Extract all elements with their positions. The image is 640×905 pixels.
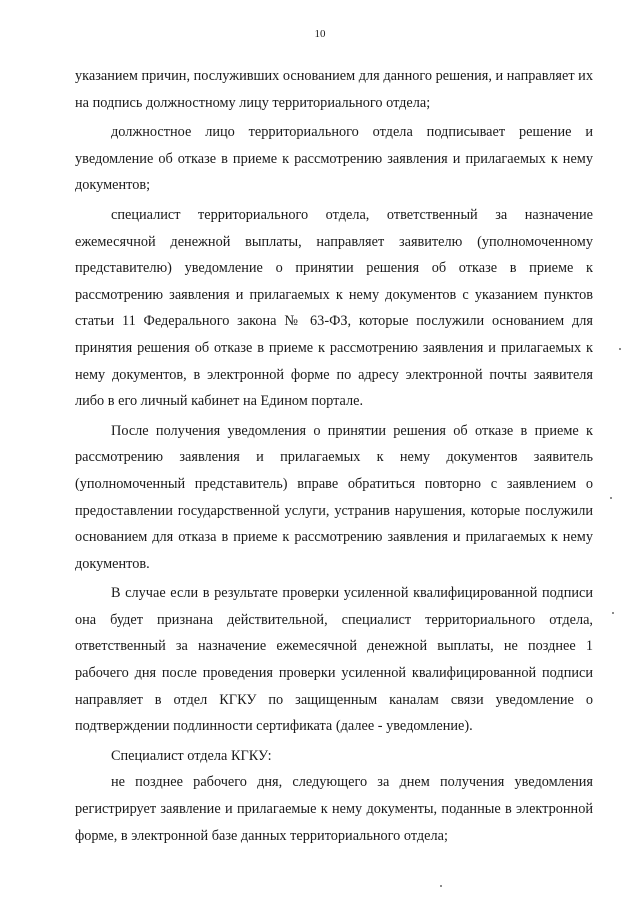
- scan-speck: [610, 497, 612, 499]
- document-body: [75, 63, 593, 849]
- paragraph-7: не позднее рабочего дня, следующего за днем получения уведомления регистрирует заявление и прилагаемые к нему документы, поданные в электронной форме, в электронной базе данных территориального отдела;: [75, 774, 593, 844]
- paragraph-2: должностное лицо территориального отдела подписывает решение и уведомление об отказе в приеме к рассмотрению заявления и прилагаемых к нему документов;: [75, 124, 593, 194]
- paragraph-3: специалист территориального отдела, ответственный за назначение ежемесячной денежной выплаты, направляет заявителю (уполномоченному представителю) уведомление о принятии решения об отказе в приеме к рассмотрению заявления и прилагаемых к нему документов с указанием пунктов статьи 11 Федерального закона № 63-ФЗ, которые послужили основанием для принятия решения об отказе в приеме к рассмотрению заявления и прилагаемых к нему документов, в электронной форме по адресу электронной почты заявителя либо в его личный кабинет на Едином портале.: [75, 206, 593, 410]
- paragraph-4: После получения уведомления о принятии решения об отказе в приеме к рассмотрению заявления и прилагаемых к нему документов заявитель (уполномоченный представитель) вправе обратиться повторно с заявлением о предоставлении государственной услуги, устранив нарушения, которые послужили основанием для отказа в приеме к рассмотрению заявления и прилагаемых к нему документов.: [75, 422, 593, 572]
- paragraph-6: Специалист отдела КГКУ:: [111, 747, 272, 764]
- scan-speck: [619, 348, 621, 350]
- scan-speck: [612, 612, 614, 614]
- paragraph-5: В случае если в результате проверки усиленной квалифицированной подписи она будет признана действительной, специалист территориального отдела, ответственный за назначение ежемесячной денежной выплаты, не позднее 1 рабочего дня после проведения проверки усиленной квалифицированной подписи направляет в отдел КГКУ по защищенным каналам связи уведомление о подтверждении подлинности сертификата (далее - уведомление).: [75, 585, 593, 735]
- scan-speck: [440, 885, 442, 887]
- page-number: 10: [314, 28, 326, 40]
- paragraph-1: указанием причин, послуживших основанием для данного решения, и направляет их на подпись должностному лицу территориального отдела;: [75, 68, 593, 111]
